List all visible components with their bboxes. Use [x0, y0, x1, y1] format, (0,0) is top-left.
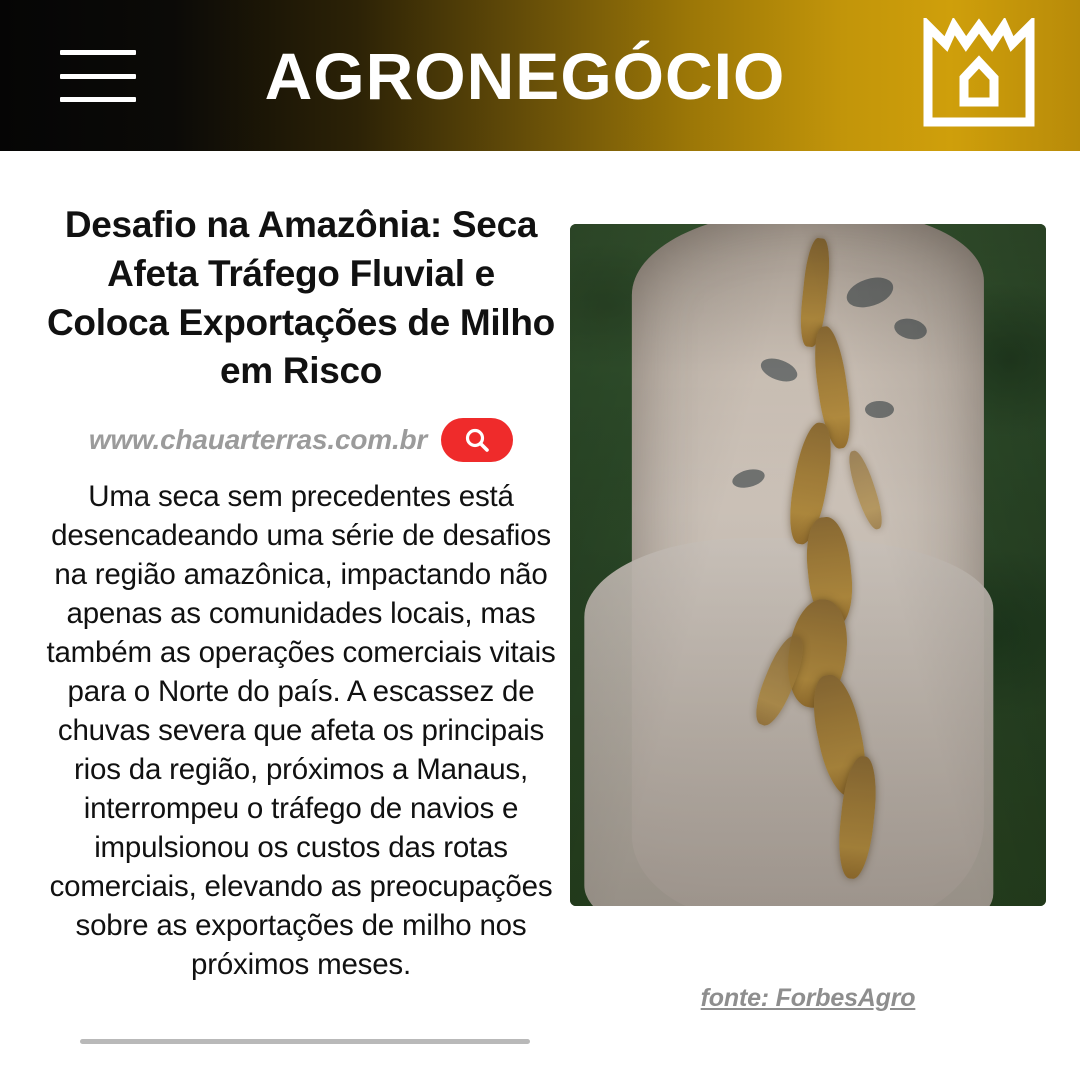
search-glyph	[462, 425, 492, 455]
source-url-row	[44, 418, 558, 462]
article-image	[570, 224, 1046, 906]
image-shading-overlay	[570, 224, 1046, 906]
image-source-caption: fonte: ForbesAgro	[700, 984, 916, 1012]
header-title: AGRONEGÓCIO	[264, 38, 786, 113]
article-body: Uma seca sem precedentes está desencadeando uma série de desafios na região amazônica, impactando não apenas as comunidades locais, mas também as operações comerciais vitais para o Norte do país. A escassez de chuvas severa que afeta os principais rios da região, próximos a Manaus, interrompeu o tráfego de navios e impulsionou os custos das rotas comerciais, elevando as preocupações sobre as exportações de milho nos próximos meses.	[46, 480, 556, 981]
bottom-divider	[80, 1039, 530, 1044]
crown-logo-icon	[920, 18, 1038, 130]
page-header	[0, 0, 1080, 151]
search-icon[interactable]	[441, 418, 513, 462]
post-content	[0, 151, 1080, 1080]
article-title: Desafio na Amazônia: Seca Afeta Tráfego Fluvial e Coloca Exportações de Milho em Risco	[47, 204, 555, 392]
image-column	[570, 224, 1046, 1013]
text-column	[44, 201, 558, 985]
website-url: www.chauarterras.com.br	[88, 424, 428, 456]
